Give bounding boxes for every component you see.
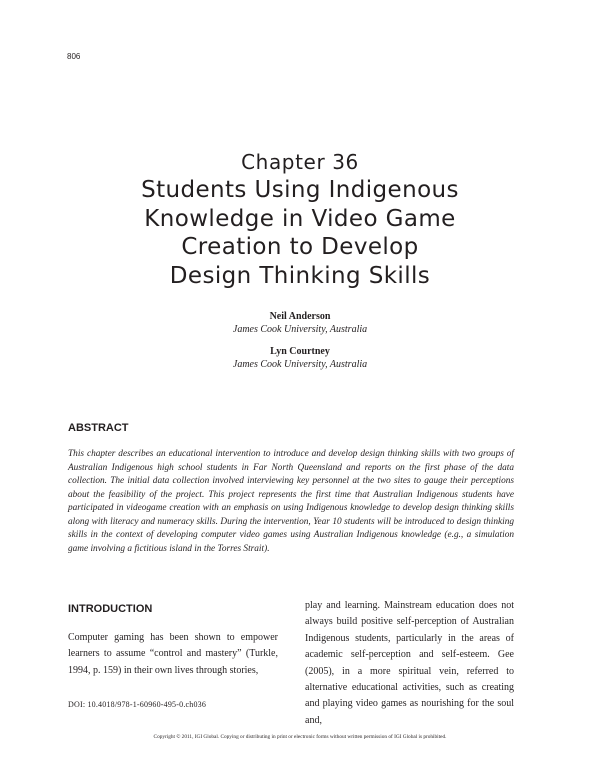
title-line-4: Design Thinking Skills bbox=[169, 262, 431, 289]
chapter-title bbox=[60, 176, 540, 290]
chapter-label: Chapter 36 bbox=[241, 150, 359, 174]
abstract-heading: ABSTRACT bbox=[68, 422, 129, 434]
title-line-2: Knowledge in Video Game bbox=[144, 205, 456, 232]
introduction-right-column: play and learning. Mainstream education does not always build positive self-perception of Australian Indigenous students, particularly in the areas of academic self-perception and self-esteem. Gee (2005), in a more spiritual vein, referred to alternative educational activities, such as creating and playing video games as nourishing for the soul and, bbox=[305, 600, 514, 726]
abstract-text: This chapter describes an educational intervention to introduce and develop design thinking skills with two groups of Australian Indigenous high school students in Far North Queensland and reports on the first phase of the data collection. The initial data collection involved interviewing key personnel at the two sites to gauge their perceptions about the feasibility of the project. This project represents the first time that Australian Indigenous students have participated in videogame creation with an emphasis on using Indigenous knowledge to develop design thinking skills along with literacy and numeracy skills. During the intervention, Year 10 students will be introduced to design thinking skills in the context of developing computer video games using Australian Indigenous knowledge (e.g., a simulation game involving a fictitious island in the Torres Strait). bbox=[68, 449, 514, 554]
title-line-3: Creation to Develop bbox=[181, 234, 419, 260]
introduction-heading: INTRODUCTION bbox=[68, 603, 153, 615]
copyright-notice: Copyright © 2011, IGI Global. Copying or distributing in print or electronic forms without written permission of IGI Global is prohibited. bbox=[153, 734, 447, 740]
author-affiliation: James Cook University, Australia bbox=[232, 359, 368, 370]
author-name: Lyn Courtney bbox=[270, 346, 330, 357]
author-2 bbox=[0, 345, 600, 371]
introduction-left-column: Computer gaming has been shown to empower learners to assume “control and mastery” (Turkle, 1994, p. 159) in their own lives through stories, bbox=[68, 632, 278, 676]
page-number: 806 bbox=[67, 52, 81, 61]
author-1 bbox=[0, 310, 600, 336]
title-line-1: Students Using Indigenous bbox=[141, 177, 459, 203]
doi: DOI: 10.4018/978-1-60960-495-0.ch036 bbox=[68, 700, 207, 709]
author-name: Neil Anderson bbox=[269, 311, 331, 322]
author-affiliation: James Cook University, Australia bbox=[232, 324, 368, 335]
